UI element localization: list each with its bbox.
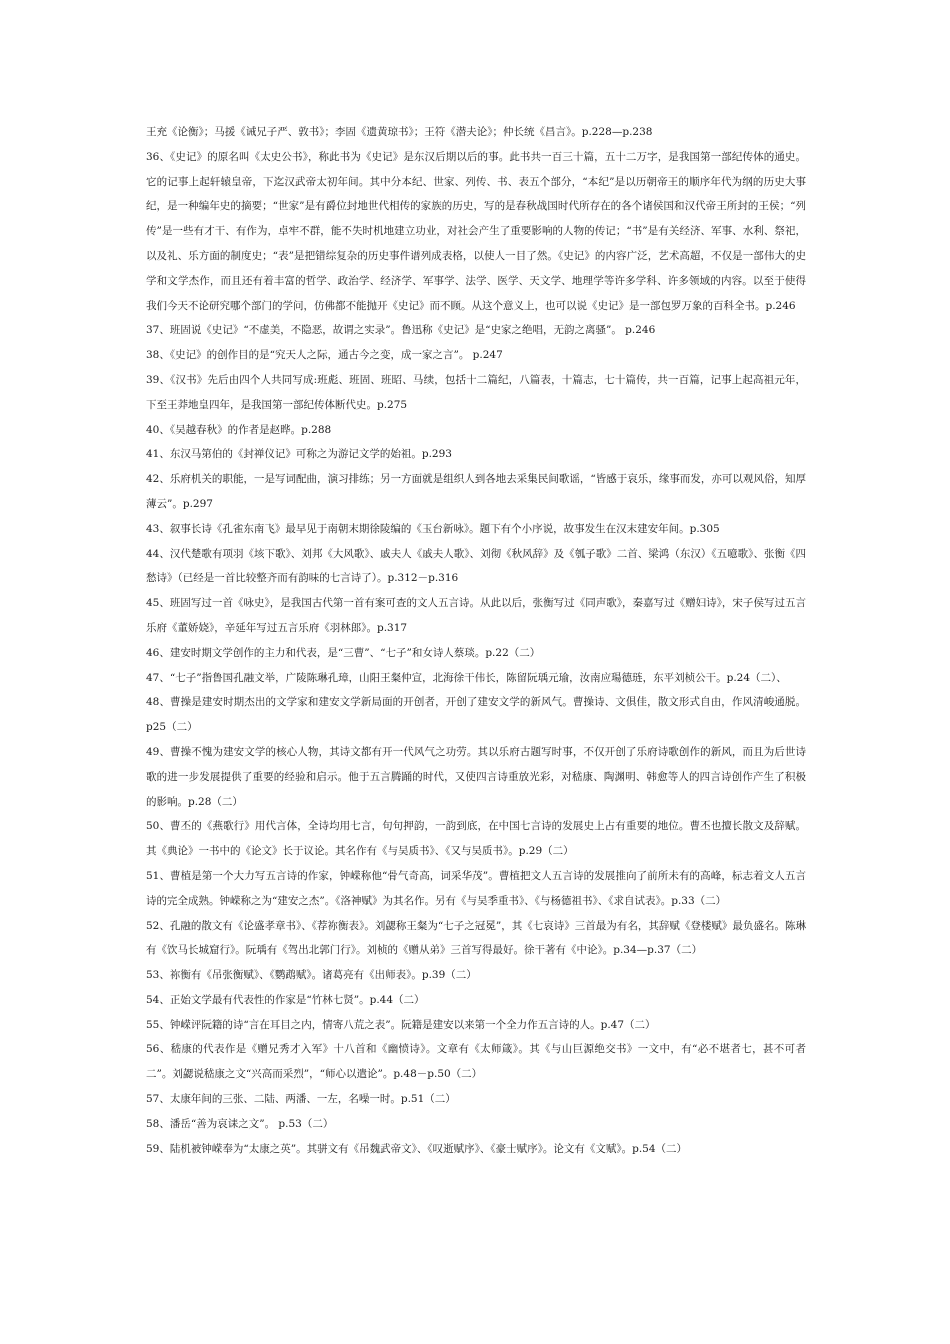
paragraph: 37、班固说《史记》“不虚美，不隐恶，故谓之实录”。鲁迅称《史记》是“史家之绝唱，无韵之离骚”。 p.246 (146, 324, 656, 337)
paragraph: 50、曹丕的《燕歌行》用代言体，全诗均用七言，句句押韵，一韵到底，在中国七言诗的发展史上占有重要的地位。曹丕也擅长散文及辞赋。其《典论》一书中的《论文》长于议论。其名作有《与吴质书》、《又与吴质书》。p.29（二） (146, 820, 806, 858)
paragraph: 39、《汉书》先后由四个人共同写成:班彪、班固、班昭、马续，包括十二篇纪，八篇表，十篇志，七十篇传，共一百篇，记事上起高祖元年，下至王莽地皇四年，是我国第一部纪传体断代史。p.275 (146, 373, 806, 411)
paragraph: 48、曹操是建安时期杰出的文学家和建安文学新局面的开创者，开创了建安文学的新风气。曹操诗、文俱佳，散文形式自由，作风清峻通脱。p25（二） (146, 696, 806, 734)
paragraph: 36、《史记》的原名叫《太史公书》，称此书为《史记》是东汉后期以后的事。此书共一百三十篇，五十二万字，是我国第一部纪传体的通史。它的记事上起轩辕皇帝，下迄汉武帝太初年间。其中分本纪、世家、列传、书、表五个部分，“本纪”是以历朝帝王的顺序年代为纲的历史大事纪，是一种编年史的摘要；“世家”是有爵位封地世代相传的家族的历史，写的是春秋战国时代所存在的各个诸侯国和汉代帝王所封的王侯；“列传”是一些有才干、有作为，卓牢不群，能不失时机地建立功业，对社会产生了重要影响的人物的传记；“书”是有关经济、军事、水利、祭祀，以及礼、乐方面的制度史；“表”是把错综复杂的历史事件谱列成表格，以使人一目了然。《史记》的内容广泛，艺术高超，不仅是一部伟大的史学和文学杰作，而且还有着丰富的哲学、政治学、经济学、军事学、法学、医学、天文学、地理学等许多学科、许多领域的内容。以至于使得我们今天不论研究哪个部门的学问，仿佛都不能抛开《史记》而不顾。从这个意义上，也可以说《史记》是一部包罗万象的百科全书。p.246 (146, 150, 806, 312)
paragraph: 42、乐府机关的职能，一是写词配曲，演习排练；另一方面就是组织人到各地去采集民间歌谣，“皆感于哀乐，缘事而发，亦可以观风俗，知厚薄云”。p.297 (146, 473, 806, 510)
paragraph: 53、祢衡有《吊张衡赋》、《鹦鹉赋》。诸葛亮有《出师表》。p.39（二） (146, 969, 477, 982)
paragraph: 57、太康年间的三张、二陆、两潘、一左，名噪一时。p.51（二） (146, 1093, 456, 1106)
paragraph: 55、钟嵘评阮籍的诗“言在耳目之内，情寄八荒之表”。阮籍是建安以来第一个全力作五言诗的人。p.47（二） (146, 1018, 656, 1031)
paragraph: 49、曹操不愧为建安文学的核心人物，其诗文都有开一代风气之功劳。其以乐府古题写时事，不仅开创了乐府诗歌创作的新风，而且为后世诗歌的进一步发展提供了重要的经验和启示。他于五言腾踊的时代，又使四言诗重放光彩，对嵇康、陶渊明、韩愈等人的四言诗创作产生了积极的影响。p.28（二） (146, 745, 806, 808)
paragraph: 王充《论衡》；马援《诫兄子严、敦书》；李固《遗黄琼书》；王符《潜夫论》；仲长统《昌言》。p.228—p.238 (146, 126, 653, 138)
paragraph: 43、叙事长诗《孔雀东南飞》最早见于南朝末期徐陵编的《玉台新咏》。题下有个小序说，故事发生在汉末建安年间。p.305 (146, 522, 720, 535)
paragraph: 44、汉代楚歌有项羽《垓下歌》、刘邦《大风歌》、戚夫人《戚夫人歌》、刘彻《秋风辞》及《瓠子歌》二首、梁鸿（东汉）《五噫歌》、张衡《四愁诗》（已经是一首比较整齐而有韵味的七言诗了）。p.312－p.316 (146, 547, 806, 585)
paragraph: 59、陆机被钟嵘奉为“太康之英”。其骈文有《吊魏武帝文》、《叹逝赋序》、《豪士赋序》。论文有《文赋》。p.54（二） (146, 1142, 688, 1155)
paragraph: 41、东汉马第伯的《封禅仪记》可称之为游记文学的始祖。p.293 (146, 448, 452, 461)
paragraph: 56、嵇康的代表作是《赠兄秀才入军》十八首和《幽愤诗》。文章有《太师箴》。其《与山巨源绝交书》一文中，有“必不堪者七，甚不可者二”。刘勰说嵇康之文“兴高而采烈”，“师心以遣论”。p.48－p.50（二） (146, 1043, 806, 1081)
paragraph: 52、孔融的散文有《论盛孝章书》、《荐祢衡表》。刘勰称王粲为“七子之冠冕”，其《七哀诗》三首最为有名，其辞赋《登楼赋》最负盛名。陈琳有《饮马长城窟行》。阮瑀有《驾出北郭门行》。刘桢的《赠从弟》三首写得最好。徐干著有《中论》。p.34—p.37（二） (146, 919, 806, 957)
paragraph: 45、班固写过一首《咏史》，是我国古代第一首有案可查的文人五言诗。从此以后，张衡写过《同声歌》，秦嘉写过《赠妇诗》，宋子侯写过五言乐府《董娇娆》，辛延年写过五言乐府《羽林郎》。p.317 (146, 597, 806, 634)
paragraph: 38、《史记》的创作目的是“究天人之际，通古今之变，成一家之言”。 p.247 (146, 349, 503, 362)
paragraph: 51、曹植是第一个大力写五言诗的作家，钟嵘称他“骨气奇高，词采华茂”。曹植把文人五言诗的发展推向了前所未有的高峰，标志着文人五言诗的完全成熟。钟嵘称之为“建安之杰”。《洛神赋》为其名作。另有《与吴季重书》、《与杨德祖书》、《求自试表》。p.33（二） (146, 869, 806, 907)
paragraph: 54、正始文学最有代表性的作家是“竹林七贤”。p.44（二） (146, 993, 425, 1006)
paragraph: 40、《吴越春秋》的作者是赵晔。p.288 (146, 423, 332, 436)
paragraph: 47、“七子”指鲁国孔融文举，广陵陈琳孔璋，山阳王粲仲宣，北海徐干伟长，陈留阮瑀元瑜，汝南应瑒德琏，东平刘桢公干。p.24（二）、 (146, 671, 787, 684)
paragraph: 58、潘岳“善为哀诔之文”。 p.53（二） (146, 1117, 334, 1130)
paragraph: 46、建安时期文学创作的主力和代表，是“三曹”、“七子”和女诗人蔡琰。p.22（二） (146, 646, 541, 659)
document-body (146, 120, 806, 1161)
